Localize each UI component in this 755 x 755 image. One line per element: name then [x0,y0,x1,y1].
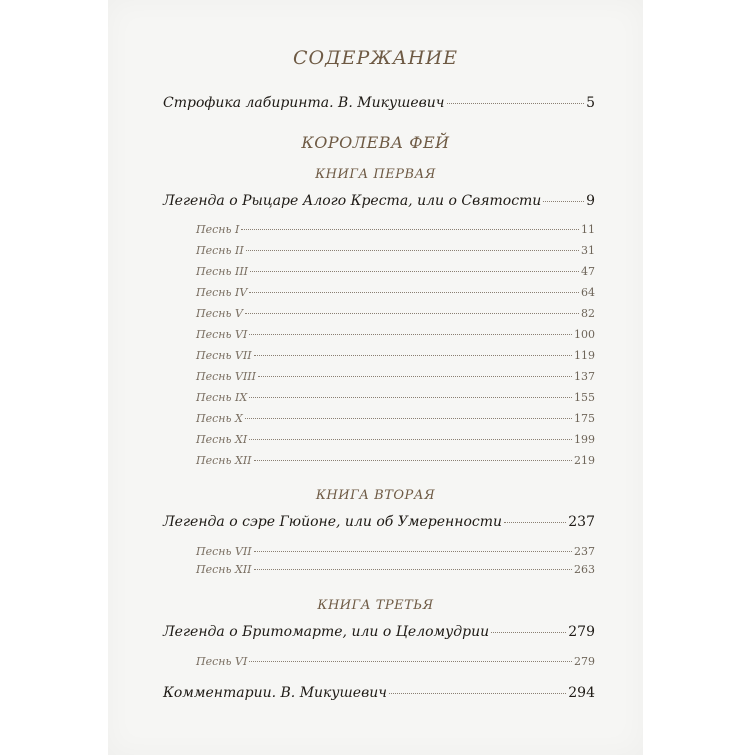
toc-entry-song [196,286,595,299]
entry-page: 9 [586,193,595,209]
entry-page: 294 [568,685,595,701]
dot-leader [249,439,572,440]
toc-entry-song [196,370,595,383]
dot-leader [249,334,572,335]
dot-leader [504,522,566,523]
toc-entry-legend [163,624,595,640]
entry-page: 263 [574,563,595,576]
entry-label: Песнь XII [196,454,252,467]
toc-entry-song [196,244,595,257]
entry-label: Песнь VIII [196,370,256,383]
entry-page: 175 [574,412,595,425]
dot-leader [245,418,572,419]
toc-entry-commentary [163,685,595,701]
entry-page: 237 [568,514,595,530]
dot-leader [249,292,579,293]
book-heading: КНИГА ВТОРАЯ [315,488,436,503]
part-title: КОРОЛЕВА ФЕЙ [301,133,450,152]
entry-label: Песнь IV [196,286,248,299]
entry-label: Песнь VII [196,349,252,362]
toc-entry-song [196,391,595,404]
toc-entry-song [196,655,595,668]
entry-label: Комментарии. В. Микушевич [163,685,387,701]
dot-leader [254,569,572,570]
entry-page: 82 [581,307,595,320]
dot-leader [250,271,579,272]
toc-entry-song [196,433,595,446]
dot-leader [249,397,572,398]
toc-entry-song [196,454,595,467]
entry-page: 137 [574,370,595,383]
entry-label: Песнь IX [196,391,248,404]
entry-label: Песнь XII [196,563,252,576]
entry-label: Песнь V [196,307,243,320]
dot-leader [447,103,585,104]
entry-page: 219 [574,454,595,467]
entry-page: 100 [574,328,595,341]
entry-page: 155 [574,391,595,404]
entry-label: Легенда о сэре Гюйоне, или об Умеренности [163,514,503,530]
toc-entry-song [196,223,595,236]
toc-entry-song [196,265,595,278]
entry-page: 64 [581,286,595,299]
dot-leader [241,229,579,230]
toc-entry-song [196,563,595,576]
entry-label: Строфика лабиринта. В. Микушевич [163,95,445,111]
entry-page: 5 [586,95,595,111]
dot-leader [543,201,584,202]
entry-page: 47 [581,265,595,278]
dot-leader [254,551,572,552]
toc-entry-legend [163,193,595,209]
dot-leader [491,632,566,633]
toc-entry-song [196,412,595,425]
entry-label: Песнь III [196,265,249,278]
toc-entry-legend [163,514,595,530]
entry-label: Песнь VI [196,655,248,668]
book-heading: КНИГА ТРЕТЬЯ [317,598,434,613]
entry-label: Легенда о Рыцаре Алого Креста, или о Святости [163,193,542,209]
entry-label: Песнь I [196,223,240,236]
dot-leader [389,693,566,694]
toc-entry-intro [163,95,595,111]
dot-leader [258,376,572,377]
toc-entry-song [196,545,595,558]
entry-page: 199 [574,433,595,446]
toc-entry-song [196,307,595,320]
dot-leader [254,355,572,356]
dot-leader [249,661,572,662]
entry-page: 11 [581,223,595,236]
entry-label: Песнь VII [196,545,252,558]
entry-label: Песнь X [196,412,243,425]
entry-label: Песнь II [196,244,244,257]
toc-entry-song [196,328,595,341]
entry-label: Песнь VI [196,328,248,341]
dot-leader [245,313,579,314]
toc-entry-song [196,349,595,362]
entry-page: 279 [574,655,595,668]
entry-label: Легенда о Бритомарте, или о Целомудрии [163,624,490,640]
page-title: СОДЕРЖАНИЕ [293,47,458,69]
entry-page: 279 [568,624,595,640]
dot-leader [254,460,572,461]
book-heading: КНИГА ПЕРВАЯ [315,167,436,182]
entry-label: Песнь XI [196,433,248,446]
dot-leader [246,250,579,251]
entry-page: 31 [581,244,595,257]
entry-page: 237 [574,545,595,558]
entry-page: 119 [574,349,595,362]
